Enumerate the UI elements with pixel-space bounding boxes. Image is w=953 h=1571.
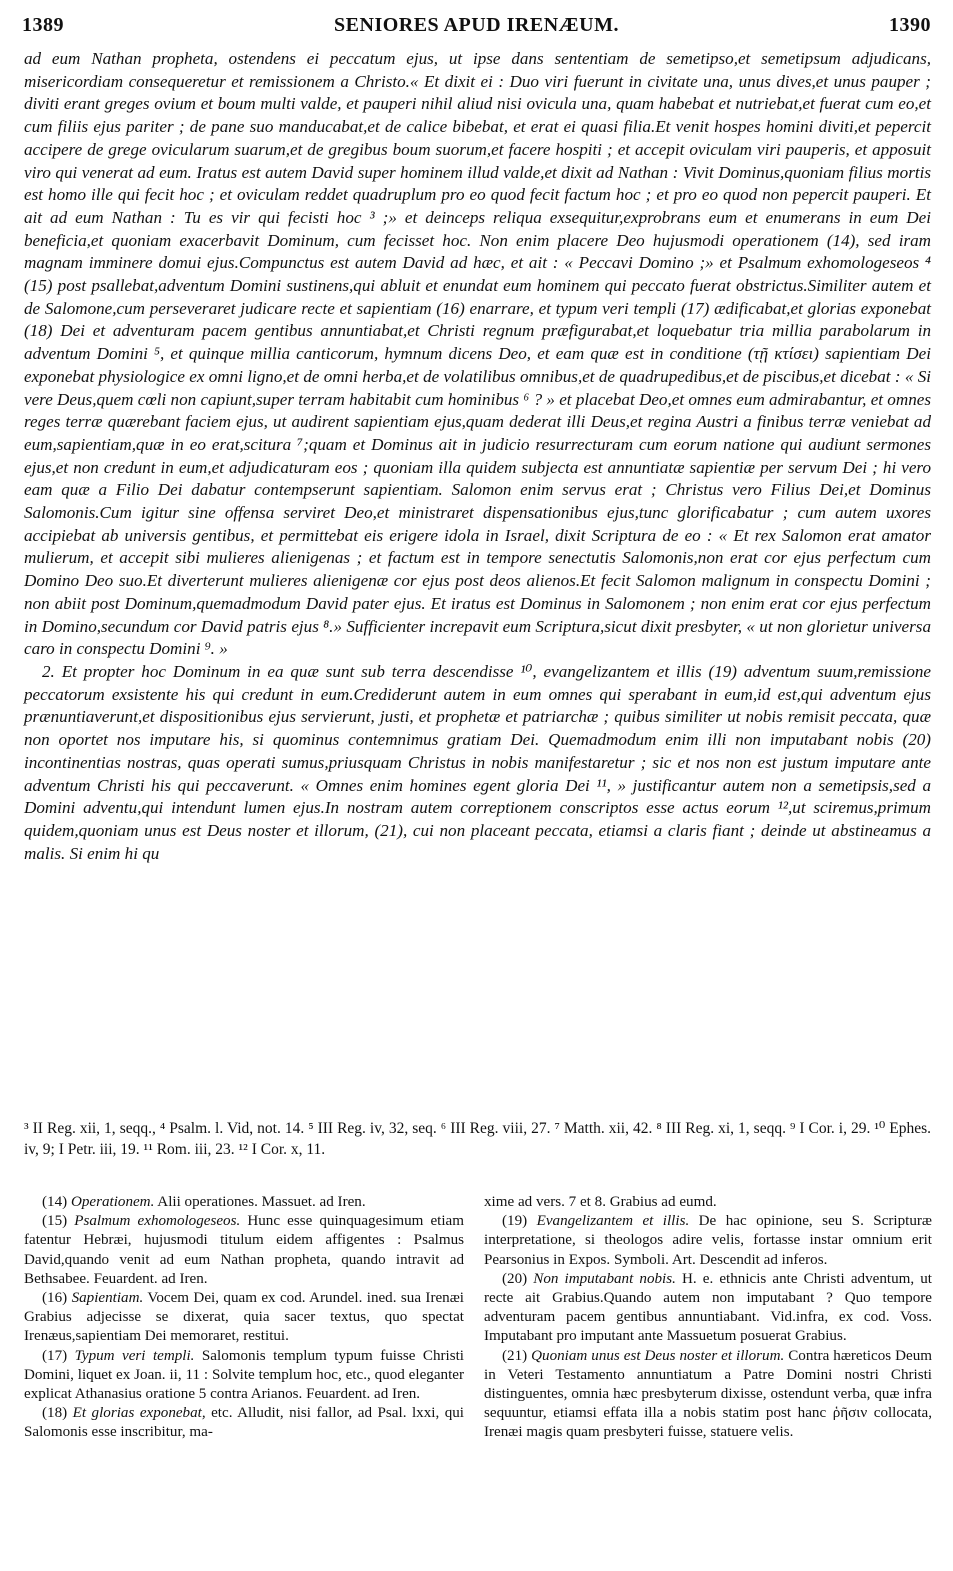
note-term: Sapientiam. (71, 1290, 144, 1307)
note-text: etc. Alludit, nisi fallor, ad Psal. lxxi, qui Salomonis esse inscribitur, ma- (24, 1405, 464, 1441)
notes-column-left (24, 1193, 464, 1443)
page-number-left: 1389 (22, 14, 64, 36)
note-18 (24, 1404, 464, 1442)
note-text: Salomonis templum typum fuisse Christi Domini, liquet ex Joan. ii, 11 : Solvite templum hoc, etc., quod eleganter explicat Athanasius oratione 5 contra Arianos. Feuardent. ad Iren. (24, 1347, 464, 1403)
note-20 (484, 1270, 932, 1347)
running-title: SENIORES APUD IRENÆUM. (334, 14, 619, 36)
note-term: Non imputabant nobis. (533, 1270, 676, 1287)
main-text (24, 48, 931, 865)
note-number: (17) (42, 1347, 68, 1364)
note-18-continued (484, 1193, 932, 1212)
note-number: (21) (502, 1347, 528, 1364)
note-term: Psalmum exhomologeseos. (74, 1213, 241, 1230)
note-number: (20) (502, 1270, 528, 1287)
note-14 (24, 1193, 464, 1212)
note-17 (24, 1347, 464, 1405)
note-text: Alii operationes. Massuet. ad Iren. (154, 1194, 366, 1210)
page-number-right: 1390 (889, 14, 931, 36)
notes-column-right (484, 1193, 932, 1443)
scripture-references: ³ II Reg. xii, 1, seqq., ⁴ Psalm. l. Vid, not. 14. ⁵ III Reg. iv, 32, seq. ⁶ III Reg. viii, 27. ⁷ Matth. xii, 42. ⁸ III Reg. xi, 1, seqq. ⁹ I Cor. i, 29. ¹⁰ Ephes. iv, 9; I Petr. iii, 19. ¹¹ Rom. iii, 23. ¹² I Cor. x, 11. (24, 1120, 931, 1158)
main-paragraph-1: ad eum Nathan propheta, ostendens ei peccatum ejus, ut ipse dans sententiam de semetipso,et semetipsum adjudicans, misericordiam consequeretur et remissionem a Christo.« Et dixit ei : Duo viri fuerunt in civitate una, unus dives,et unus pauper ; diviti erant greges ovium et boum multi valde, et pauperi nihil aliud nisi ovicula una, quam habebat et nutriebat,et fuerat cum eo,et cum filiis ejus pariter ; de pane suo manducabat,et de calice bibebat, et erat ei quasi filia.Et venit hospes homini diviti,et pepercit accipere de grege ovicularum suarum,et de gregibus boum suorum,et facere hospiti ; et accepit oviculam viri pauperis, et apposuit viro qui venerat ad eum. Iratus est autem David super hominem illud valde,et dixit ad Nathan : Vivit Dominus,quoniam filius mortis est homo ille qui fecit hoc ; et oviculam reddet quadruplum pro eo quod fecit factum hoc ; et pro eo quod non pepercit pauperi. Et ait ad eum Nathan : Tu es vir qui fecisti hoc ³ ;» et deinceps reliqua exsequitur,exprobrans eum et enumerans in eum Dei beneficia,et quoniam exacerbavit Dominum, cum fecisset hoc. Non enim placere Deo hujusmodi operationem (14), sed iram magnam imminere domui ejus.Compunctus est autem David ad hæc, et ait : « Peccavi Domino ;» et Psalmum exhomologeseos ⁴ (15) post psallebat,adventum Domini sustinens,qui abluit et enundat eum hominem qui peccato fuerat obstrictus.Similiter autem et de Salomone,cum perseveraret judicare recte et sapientiam (16) enarrare, et typum veri templi (17) ædificabat,et glorias exponebat (18) Dei et adventuram pacem gentibus annuntiabat,et Christi regnum præfigurabat,et loquebatur tria millia parabolarum in adventum Domini ⁵, et quinque millia canticorum, hymnum dicens Deo, et eam quæ est in conditione (τῇ κτίσει) sapientiam Dei exponebat physiologice ex omni ligno,et de omni herba,et de volatilibus omnibus,et de quadrupedibus,et de piscibus,et dicebat : « Si vere Deus,quem cœli non capiunt,super terram habitabit cum hominibus ⁶ ? » et placebat Deo,et omnes eum admirabantur, et omnes reges terræ quærebant faciem ejus, ut audirent sapientiam ejus,quam dederat illi Deus,et regina Austri a finibus terræ veniebat ad eum,sapientiam,quæ in eo erat,scitura ⁷;quam et Dominus ait in judicio resurrecturam cum eorum natione qui audiunt sermones ejus,et non credunt in eum,et adjudicaturam eos ; quoniam illa quidem subjecta est annuntiatæ sapientiæ per servum Dei ; hi vero eam quæ a Filio Dei dabatur contempserunt sapientiam. Salomon enim servus erat ; Christus vero Filius Dei,et Dominus Salomonis.Cum igitur sine offensa serviret Deo,et ministraret dispensationibus ejus,tunc glorificabatur ; cum autem uxores accipiebat ab universis gentibus, et permittebat eis erigere idola in Israel, dixit Scriptura de eo : « Et rex Salomon erat amator mulierum, et accepit sibi mulieres alienigenas ; et factum est in tempore senectutis Salomonis,non erat cor ejus perfectum cum Domino Deo suo.Et diverterunt mulieres alienigenæ cor ejus post deos alienos.Et fecit Salomon malignum in conspectu Domini ; non abiit post Dominum,quemadmodum David pater ejus. Et iratus est Dominus in Salomonem ; non enim erat cor ejus perfectum in Domino,secundum cor David patris ejus ⁸.» Sufficienter increpavit eum Scriptura,sicut dixit presbyter, « ut non glorietur universa caro in conspectu Domini ⁹. » (24, 49, 931, 659)
note-16 (24, 1289, 464, 1347)
note-number: (18) (42, 1405, 68, 1422)
main-paragraph-2: 2. Et propter hoc Dominum in ea quæ sunt sub terra descendisse ¹⁰, evangelizantem et illis (19) adventum suum,remissione peccatorum exsistente his qui credunt in eum.Crediderunt autem in eum omnes qui sperabant in eum,id est,qui adventum ejus prænuntiaverunt,et dispositionibus ejus servierunt, justi, et prophetæ et patriarchæ ; quibus similiter ut nobis remisit peccata, quæ non oportet nos imputare his, si quominus contemnimus gratiam Dei. Quemadmodum enim illi non imputabant nobis (20) incontinentias nostras, quas operati sumus,priusquam Christus in nobis manifestaretur ; sic et nos non est justum imputare ante adventum Christi his qui peccaverunt. « Omnes enim homines egent gloria Dei ¹¹, » justificantur autem non a semetipsis,sed a Domini adventu,qui intendunt lumen ejus.In nostram autem correptionem conscriptos esse actus eorum ¹²,ut sciremus,primum quidem,quoniam unus est Deus noster et illorum, (21), cui non placeant peccata, etiamsi a claris fiant ; deinde ut abstineamus a malis. Si enim hi qu (24, 661, 931, 863)
note-21 (484, 1347, 932, 1443)
note-19 (484, 1212, 932, 1270)
note-number: (19) (502, 1213, 528, 1230)
note-text: xime ad vers. 7 et 8. Grabius ad eumd. (484, 1194, 717, 1210)
note-term: Et glorias exponebat, (72, 1405, 206, 1422)
note-text: Hunc esse quinquagesimum etiam fatentur Hebræi, hujusmodi titulum eidem affigentes : Psalmus David,quando venit ad eum Nathan propheta, quando intravit ad Bethsabee. Feuardent. ad Iren. (24, 1213, 464, 1287)
note-number: (14) (42, 1194, 68, 1210)
page-header (22, 14, 931, 44)
note-text: H. e. ethnicis ante Christi adventum, ut recte ait Grabius.Quando autem non imputabant ? Quo tempore adventuram pacem gentibus annuntiabant. Vid.infra, ex cod. Voss. Imputabant pro imputant ante Massuetum posuerat Grabius. (484, 1270, 932, 1345)
note-text: Contra hæreticos Deum in Veteri Testamento annuntiatum a Patre Domini nostri Christi distinguentes, omnia hæc presbyterum dixisse, ostendunt verba, quæ infra sequuntur, etiamsi effata illa a nobis statim post hanc ῥῆσιν collocata, Irenæi magis quam presbyteri fuisse, statuere velis. (484, 1347, 932, 1441)
note-number: (16) (42, 1290, 68, 1307)
note-15 (24, 1212, 464, 1289)
note-term: Evangelizantem et illis. (536, 1213, 690, 1230)
note-text: Vocem Dei, quam ex cod. Arundel. ined. sua Irenæi Grabius adjecisse se dixerat, quia sacer textus, quo spectat Irenæus,sapientiam Dei memoraret, restitui. (24, 1290, 464, 1345)
note-term: Operationem. (70, 1194, 155, 1210)
note-number: (15) (42, 1213, 68, 1230)
note-text: De hac opinione, seu S. Scripturæ interpretatione, si theologos adire velis, fortasse instar omnium erit Pearsonius in Expos. Symboli. Art. Descendit ad inferos. (484, 1213, 932, 1268)
note-term: Typum veri templi. (74, 1347, 195, 1364)
note-term: Quoniam unus est Deus noster et illorum. (531, 1347, 785, 1364)
